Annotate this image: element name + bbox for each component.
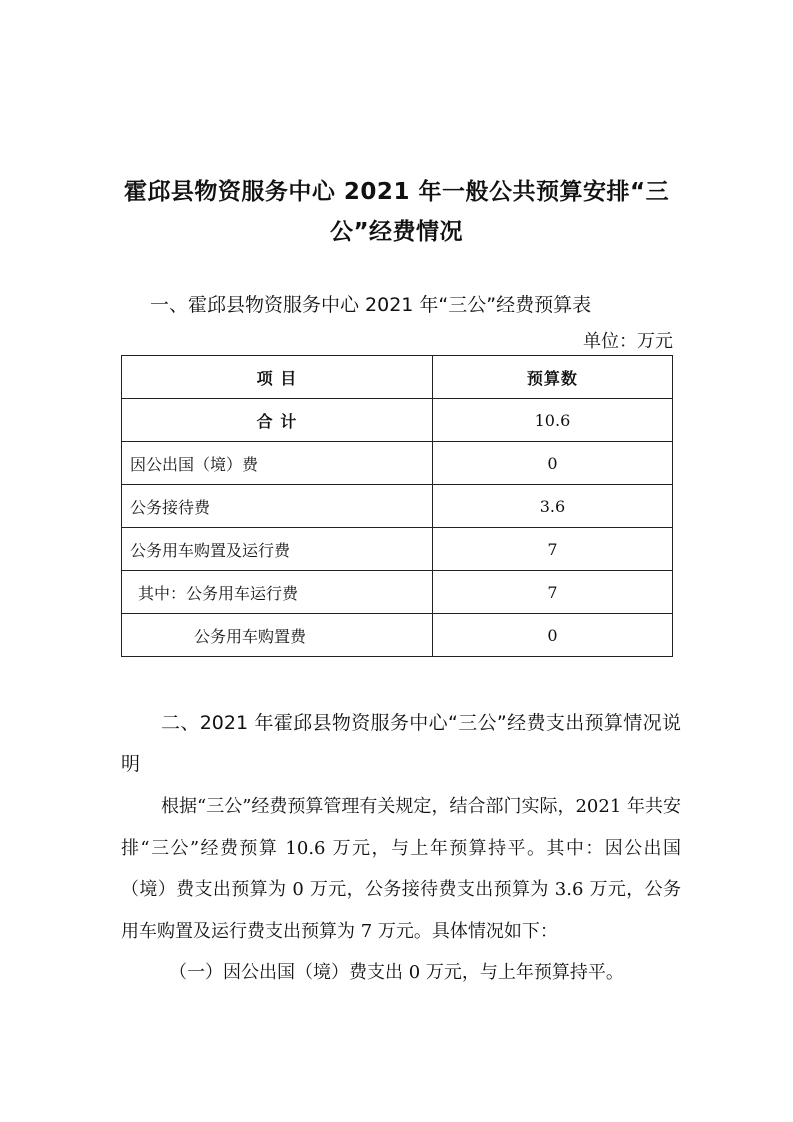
table-row — [122, 485, 673, 528]
section-2-heading: 二、2021 年霍邱县物资服务中心“三公”经费支出预算情况说明 — [121, 712, 681, 775]
row-label: 公务用车购置费 — [122, 614, 433, 657]
table-header-row — [122, 356, 673, 399]
body-text — [121, 786, 681, 994]
row-value: 3.6 — [432, 485, 672, 528]
paragraph-1: 根据“三公”经费预算管理有关规定，结合部门实际，2021 年共安排“三公”经费预算 10.6 万元，与上年预算持平。其中：因公出国（境）费支出预算为 0 万元，公务接待费支出预算为 3.6 万元，公务用车购置及运行费支出预算为 7 万元。具体情况如下： — [121, 796, 681, 942]
table-total-row — [122, 399, 673, 442]
row-label: 公务接待费 — [122, 485, 433, 528]
section-1-heading: 一、霍邱县物资服务中心 2021 年“三公”经费预算表 — [150, 294, 592, 316]
row-label: 因公出国（境）费 — [122, 442, 433, 485]
row-value: 7 — [432, 571, 672, 614]
table-row — [122, 614, 673, 657]
row-label: 其中：公务用车运行费 — [122, 571, 433, 614]
table-row — [122, 442, 673, 485]
header-item: 项 目 — [122, 356, 433, 399]
total-value: 10.6 — [432, 399, 672, 442]
unit-label: 单位：万元 — [583, 331, 673, 352]
row-label: 公务用车购置及运行费 — [122, 528, 433, 571]
budget-table — [121, 355, 673, 657]
table-row — [122, 528, 673, 571]
row-value: 0 — [432, 442, 672, 485]
total-label: 合 计 — [122, 399, 433, 442]
header-amount: 预算数 — [432, 356, 672, 399]
row-value: 0 — [432, 614, 672, 657]
paragraph-2: （一）因公出国（境）费支出 0 万元，与上年预算持平。 — [169, 962, 624, 983]
page-title: 霍邱县物资服务中心 2021 年一般公共预算安排“三公”经费情况 — [123, 179, 670, 245]
table-row — [122, 571, 673, 614]
row-value: 7 — [432, 528, 672, 571]
